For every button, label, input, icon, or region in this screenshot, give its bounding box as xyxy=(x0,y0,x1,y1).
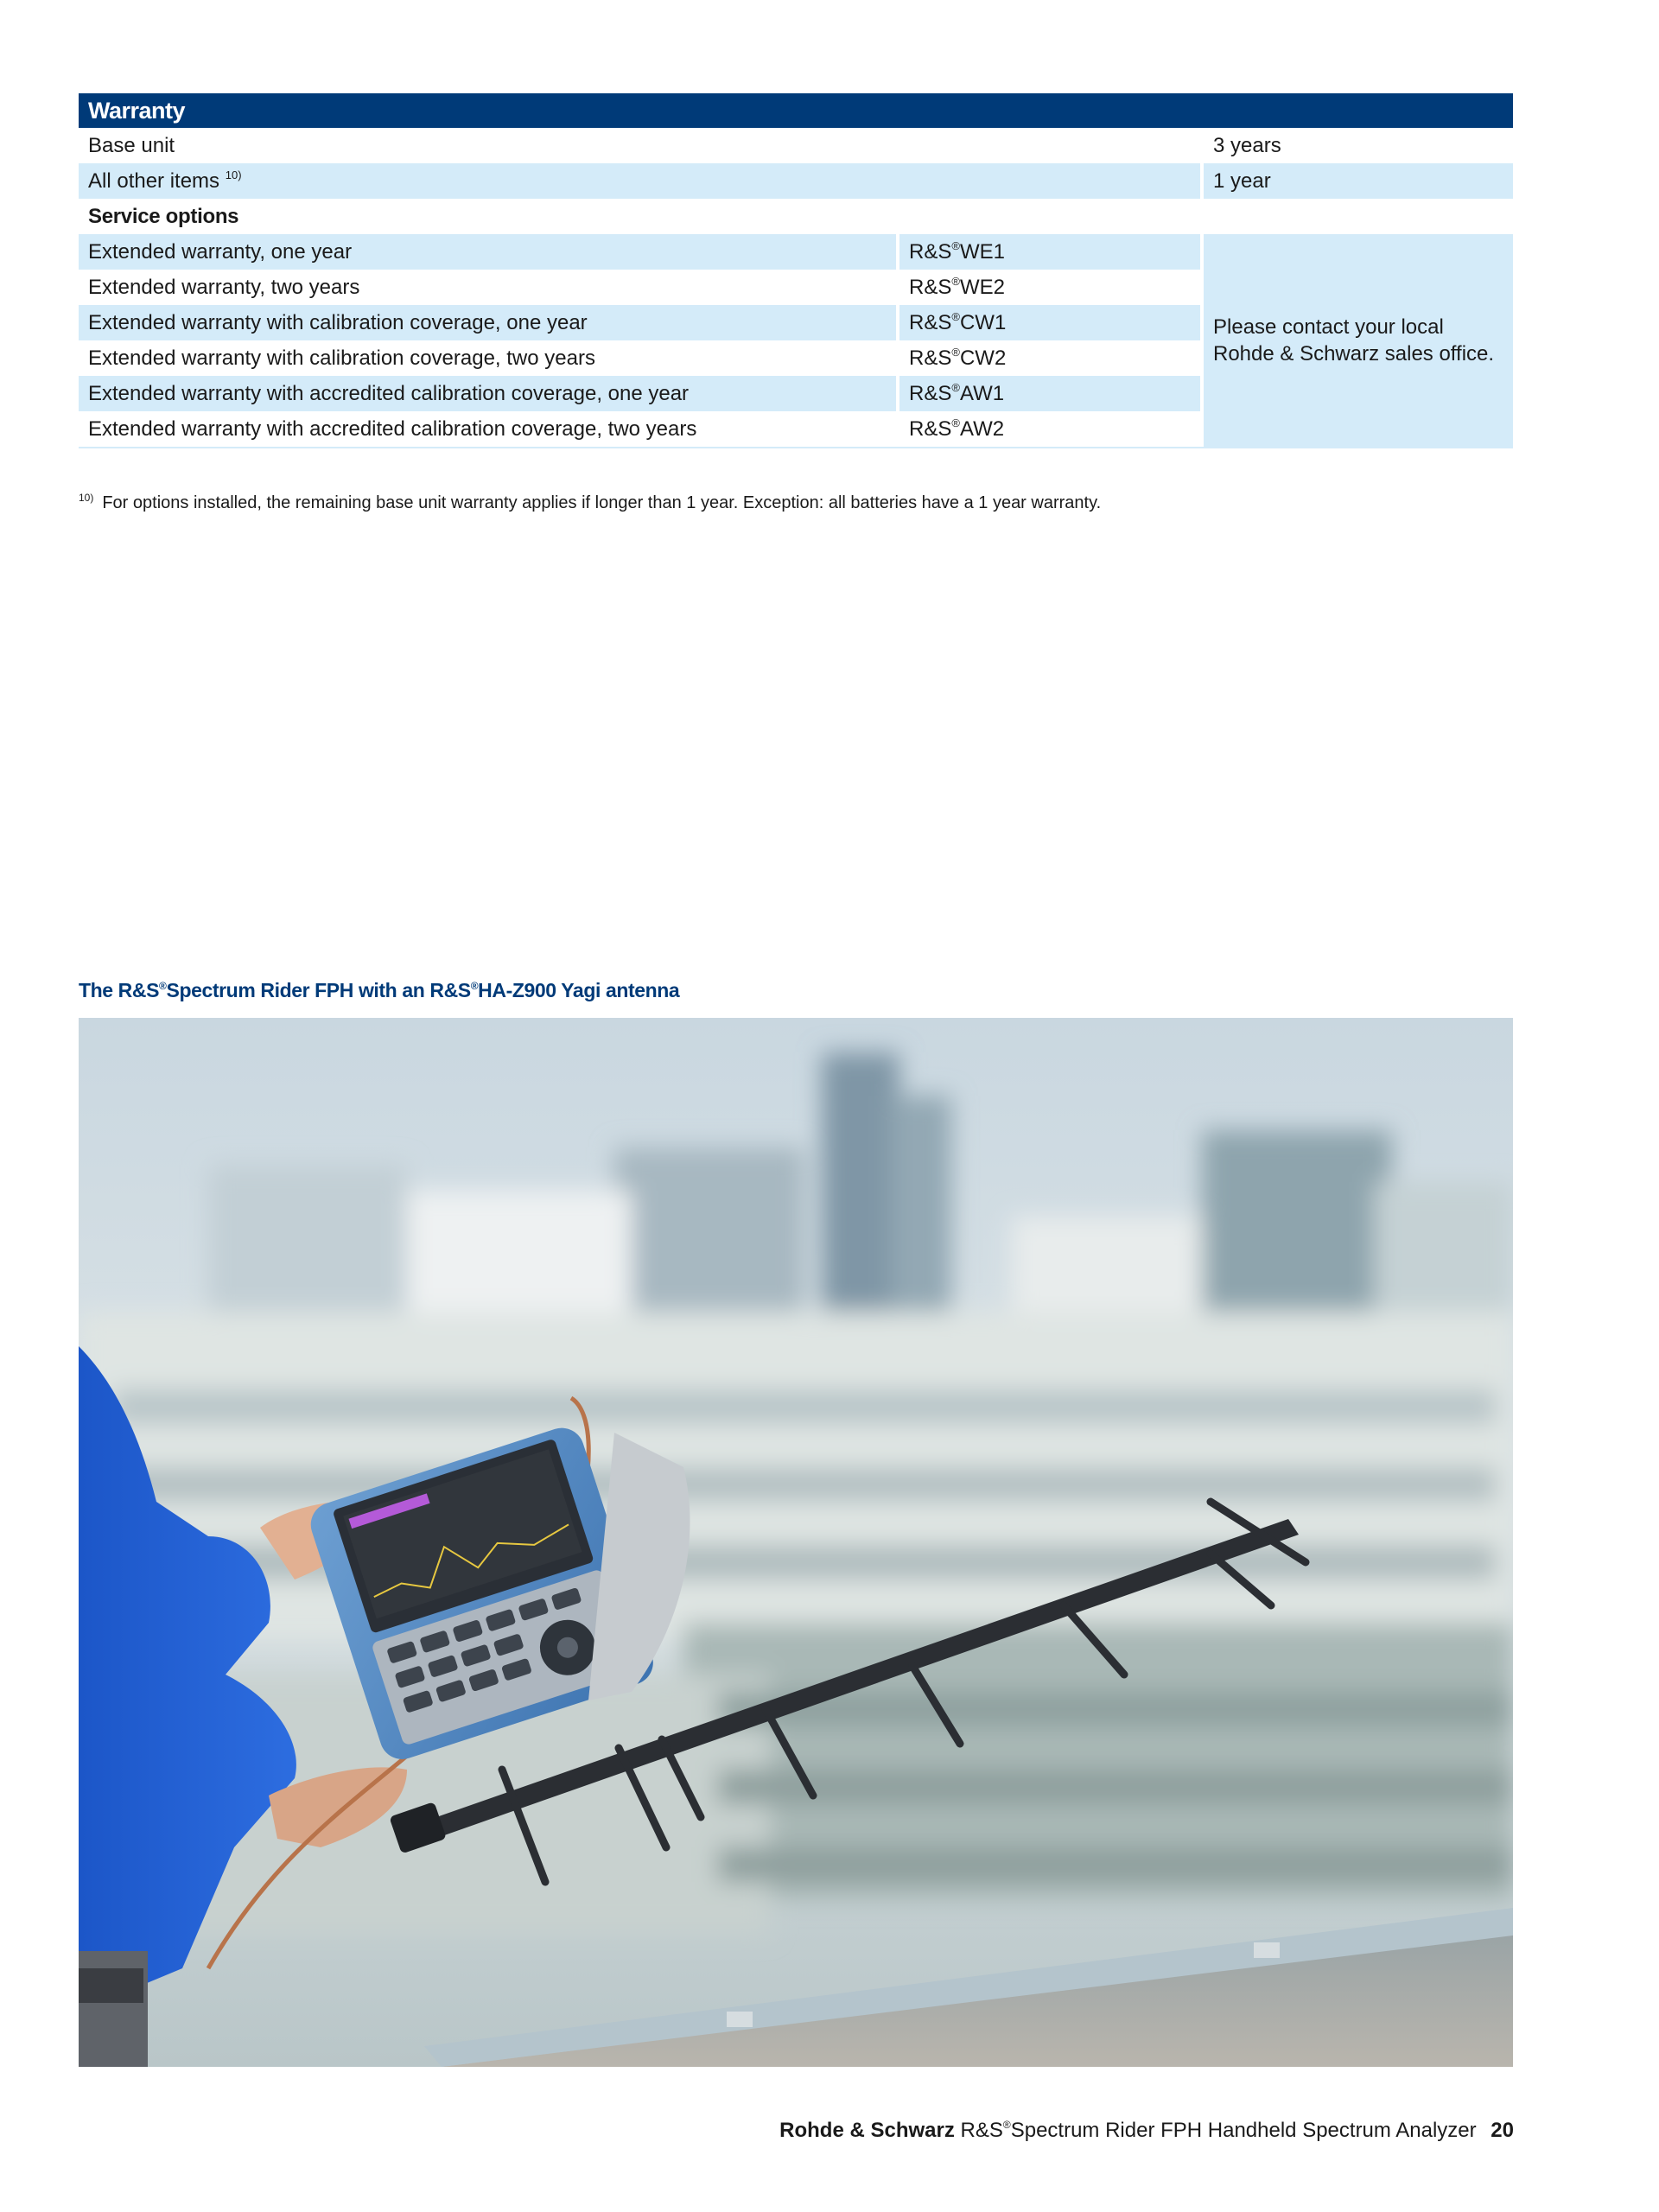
photo-illustration xyxy=(79,1018,1513,2067)
contact-line: Rohde & Schwarz sales office. xyxy=(1213,342,1495,365)
footnote-text: For options installed, the remaining base unit warranty applies if longer than 1 year. Exception: all batteries have a 1 year warranty. xyxy=(102,493,1102,512)
service-code: R&S®WE2 xyxy=(899,270,1204,305)
empty-cell xyxy=(1204,199,1513,234)
service-options-block xyxy=(79,234,1513,447)
row-value: 3 years xyxy=(1213,134,1281,157)
table-row xyxy=(79,340,1204,376)
warranty-table xyxy=(79,93,1513,448)
table-row xyxy=(79,163,1513,199)
section-title: Service options xyxy=(88,205,239,228)
service-label: Extended warranty, one year xyxy=(79,234,899,270)
section-header-row xyxy=(79,199,1513,234)
photo-caption: The R&S®Spectrum Rider FPH with an R&S®HA-Z900 Yagi antenna xyxy=(79,979,680,1001)
footer-product: R&S®Spectrum Rider FPH Handheld Spectrum Analyzer xyxy=(960,2119,1477,2142)
footer-brand: Rohde & Schwarz xyxy=(779,2119,955,2142)
service-code: R&S®CW2 xyxy=(899,340,1204,376)
row-label: Base unit xyxy=(88,134,175,157)
footnote-mark: 10) xyxy=(79,492,94,504)
service-label: Extended warranty, two years xyxy=(79,270,899,305)
table-row xyxy=(79,270,1204,305)
contact-cell xyxy=(1204,234,1513,447)
row-label xyxy=(79,163,1204,199)
belt xyxy=(79,1968,143,2003)
table-row xyxy=(79,376,1204,411)
footnote xyxy=(79,492,1101,513)
table-row xyxy=(79,411,1204,447)
service-label: Extended warranty with calibration coverage, two years xyxy=(79,340,899,376)
service-options-list xyxy=(79,234,1204,447)
service-label: Extended warranty with calibration coverage, one year xyxy=(79,305,899,340)
contact-line: Please contact your local xyxy=(1213,315,1444,339)
table-row xyxy=(79,128,1513,163)
row-label-text: All other items xyxy=(88,169,220,193)
page-footer xyxy=(779,2119,1514,2143)
product-photo xyxy=(79,1018,1513,2067)
service-code: R&S®WE1 xyxy=(899,234,1204,270)
row-value: 1 year xyxy=(1204,163,1513,199)
page-number: 20 xyxy=(1491,2119,1514,2142)
service-code: R&S®AW1 xyxy=(899,376,1204,411)
table-row xyxy=(79,234,1204,270)
table-title: Warranty xyxy=(79,93,1513,128)
service-code: R&S®AW2 xyxy=(899,411,1204,447)
service-label: Extended warranty with accredited calibration coverage, two years xyxy=(79,411,899,447)
service-code: R&S®CW1 xyxy=(899,305,1204,340)
service-label: Extended warranty with accredited calibration coverage, one year xyxy=(79,376,899,411)
footnote-reference: 10) xyxy=(225,168,242,181)
table-row xyxy=(79,305,1204,340)
table-bottom-rule xyxy=(79,447,1513,448)
